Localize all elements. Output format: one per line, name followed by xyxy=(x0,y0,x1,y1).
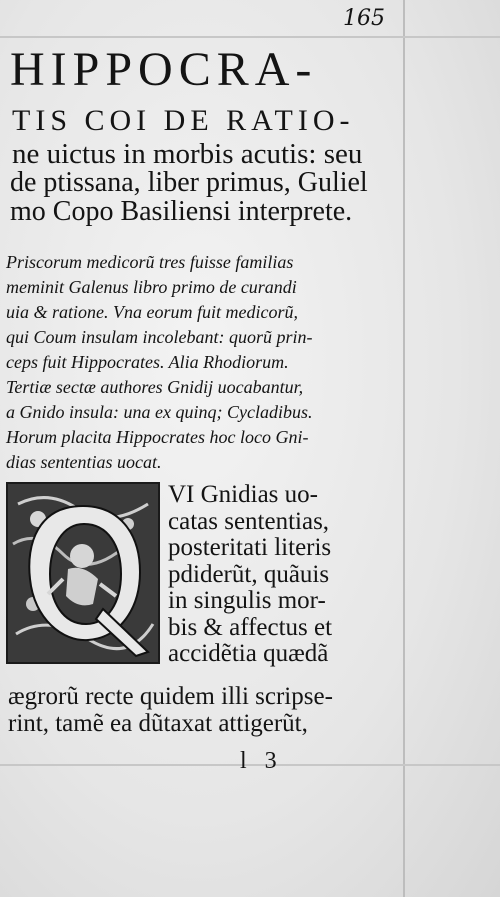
title-line-2: TIS COI DE RATIO- xyxy=(12,104,355,137)
intro-line: meminit Galenus libro primo de curandi xyxy=(6,277,297,297)
body-text-beside-initial xyxy=(168,482,332,668)
body-line: bis & affectus et xyxy=(168,613,333,641)
title-line-4: de ptissana, liber primus, Guliel xyxy=(10,167,368,198)
body-line: accidẽtia quædã xyxy=(168,640,329,667)
intro-line: Priscorum medicorũ tres fuisse familias xyxy=(6,252,294,272)
body-line: posteritati literis xyxy=(168,534,332,561)
ruled-line-vertical xyxy=(403,0,405,897)
intro-line: Horum placita Hippocrates hoc loco Gni- xyxy=(6,427,309,447)
decorated-initial xyxy=(6,482,160,664)
woodcut-illustration xyxy=(8,484,158,662)
intro-line: Tertiæ sectæ authores Gnidij uocabantur, xyxy=(6,377,304,397)
title-line-3: ne uictus in morbis acutis: seu xyxy=(12,138,363,170)
body-line: catas sententias, xyxy=(168,507,330,535)
intro-line: dias sententias uocat. xyxy=(6,452,162,472)
signature-mark: l 3 xyxy=(240,748,283,774)
intro-line: uia & ratione. Vna eorum fuit medicorũ, xyxy=(6,302,298,322)
title-line-1: HIPPOCRA- xyxy=(10,43,318,96)
title-line-5: mo Copo Basiliensi interprete. xyxy=(10,196,353,227)
body-line: pdiderũt, quãuis xyxy=(168,560,330,588)
page-number: 165 xyxy=(343,6,385,31)
intro-line: qui Coum insulam incolebant: quorũ prin- xyxy=(6,327,313,347)
body-line: VI Gnidias uo- xyxy=(168,481,318,508)
body-line: rint, tamẽ ea dũtaxat attigerũt, xyxy=(8,709,308,737)
body-text-full-width xyxy=(8,684,333,737)
ruled-line-top xyxy=(0,36,500,38)
introduction-note xyxy=(6,250,380,475)
body-line: ægrorũ recte quidem illi scripse- xyxy=(8,683,333,710)
body-line: in singulis mor- xyxy=(168,587,326,614)
intro-line: ceps fuit Hippocrates. Alia Rhodiorum. xyxy=(6,352,289,372)
intro-line: a Gnido insula: una ex quinq; Cycladibus. xyxy=(6,402,313,422)
